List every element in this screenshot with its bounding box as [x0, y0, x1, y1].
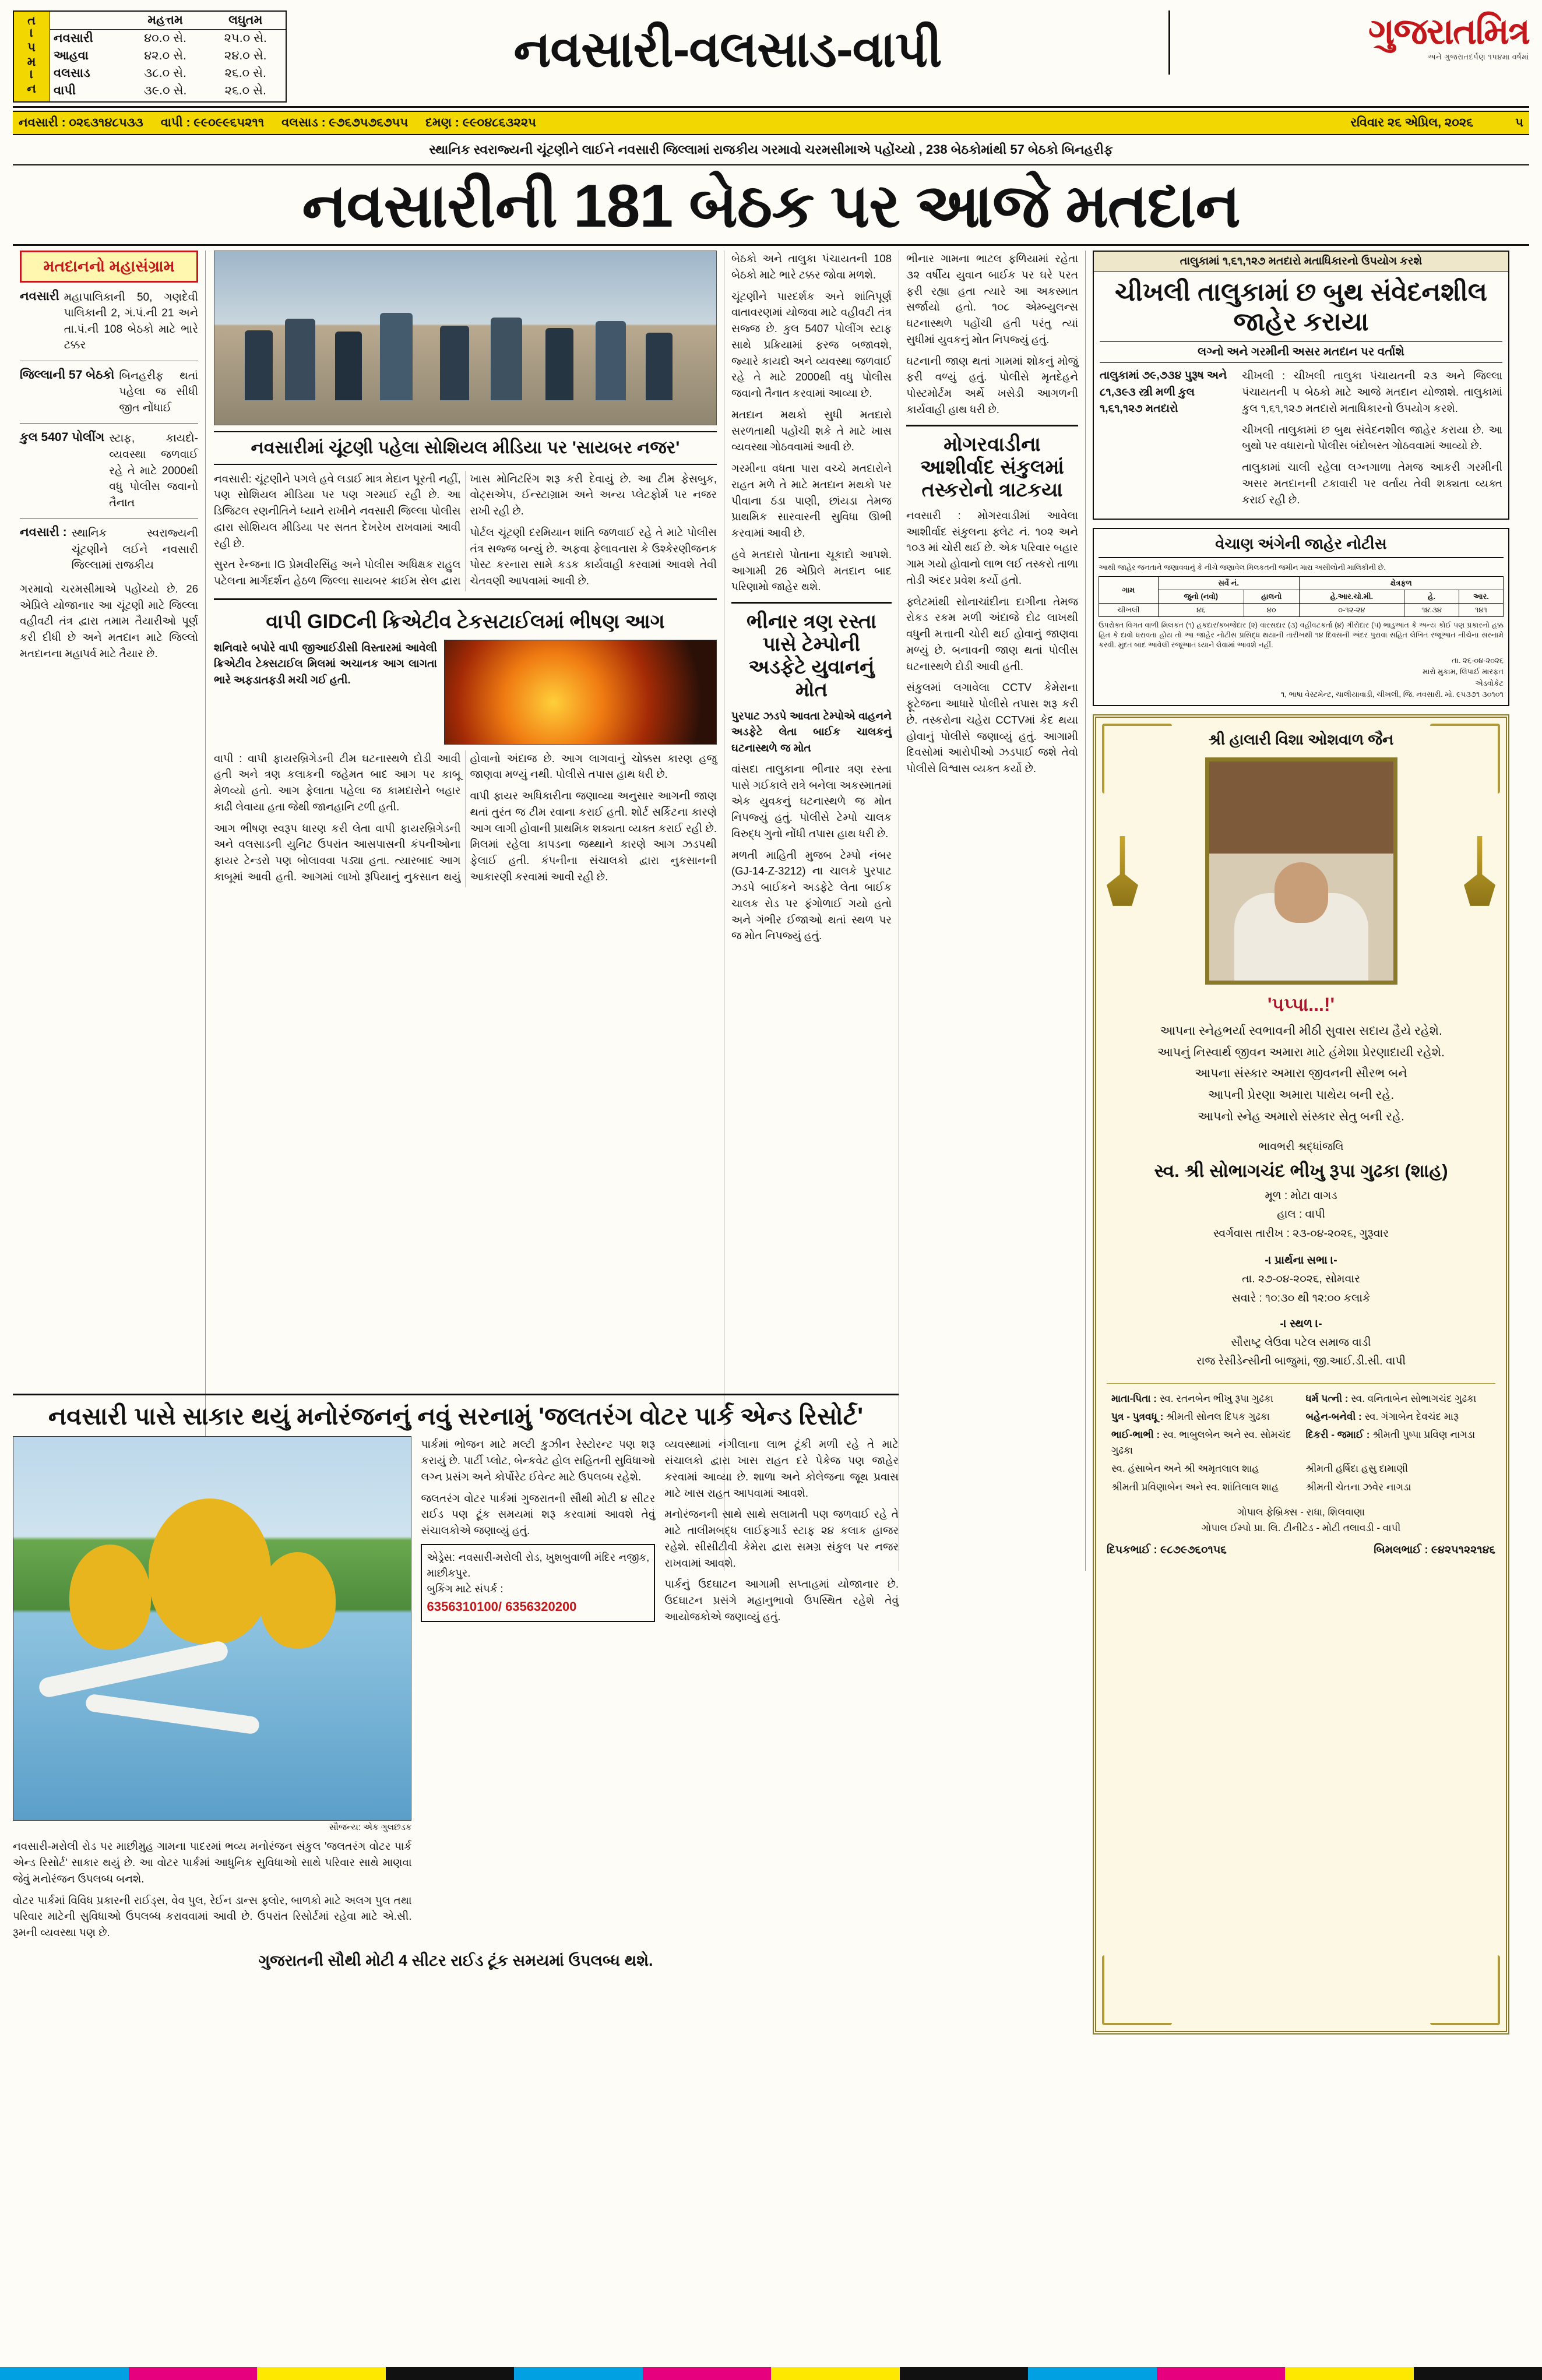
notice-body: ઉપરોક્ત વિગત વાળી મિલકત (૧) હકદાર/કબજેદાર (૨) વારસદાર (૩) વહીવટકર્તા (૪) ગીરોદાર (૫) ભાડુઆત કે અન્ય કોઈ પણ પ્રકારનો હક્ક હિત કે દાવો ધરાવતા હોય તો આ જાહેર નોટીસ પ્રસિદ્ધ થયાની તારીખથી ૧૪ દિવસની અંદર પુરાવા સહિત લેખિત રજૂઆત નીચેના સરનામે કરવી. મુદત બાદ આવેલી રજૂઆત ધ્યાને લેવામાં આવશે નહીં.	[1099, 621, 1504, 649]
election-jump-text: બેઠકો અને તાલુકા પંચાયતની 108 બેઠકો માટે ભારે ટક્કર જોવા મળશે. ચૂંટણીને પારદર્શક અને શાંતિપૂર્ણ વાતાવરણમાં યોજવા માટે વહીવટી તંત્ર સજ્જ છે. કુલ 5407 પોલીંગ સ્ટાફ સાથે પ્રક્રિયામાં ફરજ બજાવશે, જ્યારે કાયદો અને વ્યવસ્થા જળવાઈ રહે તે માટે 2000થી વધુ પોલીસ જવાનો તૈનાત કરવામાં આવ્યા છે. મતદાન મથકો સુધી મતદારો સરળતાથી પહોંચી શકે તે માટે ખાસ વ્યવસ્થા ગોઠવવામાં આવી છે. ગરમીના વધતા પારા વચ્ચે મતદારોને રાહત મળે તે માટે મતદાન મથકો પર પીવાના ઠંડા પાણી, છાંયડા તેમજ પ્રાથમિક સારવારની સુવિધા ઊભી કરવામાં આવી છે. હવે મતદારો પોતાના ચૂકાદો આપશે. આગામી 26 એપ્રિલે મતદાન બાદ પરિણામો જાહેર થશે.	[731, 252, 892, 593]
mogarwadi-body: નવસારી : મોગરવાડીમાં આવેલા આશીર્વાદ સંકુલના ફ્લેટ નં. ૧૦૨ અને ૧૦૩ માં ચોરી થઈ છે. એક પરિવાર બહાર ગામ ગયો હોવાનો લાભ લઈ તસ્કરો તાળા તોડી અંદર પ્રવેશ કર્યો હતો. ફ્લેટમાંથી સોનાચાંદીના દાગીના તેમજ રોકડ રકમ મળી અંદાજે દોઢ લાખથી વધુની મત્તાની ચોરી થઈ હોવાનું જાણવા મળ્યું છે. બનાવની જાણ થતાં પોલીસ ઘટનાસ્થળે દોડી આવી હતી. સંકુલમાં લગાવેલા CCTV કેમેરાના ફૂટેજના આધારે પોલીસે તપાસ શરૂ કરી છે. તસ્કરોના ચહેરા CCTVમાં કેદ થયા હોવાનું પોલીસે જણાવ્યું હતું. આગામી દિવસોમાં આરોપીઓ ઝડપાઈ જશે તેવો પોલીસે વિશ્વાસ વ્યક્ત કર્યો છે.	[906, 509, 1078, 775]
list-item: બહેન-બનેવી : સ્વ. ગંગાબેન દેવચંદ મારૂ	[1305, 1411, 1459, 1422]
obituary-name: સ્વ. શ્રી સોભાગચંદ ભીખુ રૂપા ગુઢકા (શાહ)	[1154, 1161, 1448, 1182]
chikhli-headline: ચીખલી તાલુકામાં છ બુથ સંવેદનશીલ જાહેર કરાયા	[1115, 278, 1487, 336]
list-item: માતા-પિતા : સ્વ. રતનબેન ભીખુ રૂપા ગુઢકા	[1111, 1392, 1274, 1404]
obituary-salutation: 'પપ્પા...!'	[1267, 993, 1335, 1015]
list-item: શ્રીમતી હર્ષિદા હસુ દામાણી	[1305, 1463, 1408, 1475]
cyber-story-body: નવસારી: ચૂંટણીને પગલે હવે લડાઈ માત્ર મેદાન પૂરતી નહીં, પણ સોશિયલ મીડિયા પર પણ ગરમાઈ રહી છે. આ ડિજિટલ રણનીતિને ધ્યાને રાખીને નવસારી જિલ્લા પોલીસ દ્વારા સોશિયલ મીડિયા પર સતત દેખરેખ રાખવામાં આવી રહી છે. સુરત રેન્જના IG પ્રેમવીરસિંહ અને પોલીસ અધિક્ષક રાહુલ પટેલના માર્ગદર્શન હેઠળ જિલ્લા સાયબર ક્રાઈમ સેલ દ્વારા ખાસ મોનિટરિંગ શરૂ કરી દેવાયું છે. આ ટીમ ફેસબુક, વોટ્સએપ, ઈન્સ્ટાગ્રામ અને અન્ય પ્લેટફોર્મ પર નજર રાખી રહી છે. પોર્ટલ ચૂંટણી દરમિયાન શાંતિ જળવાઈ રહે તે માટે પોલીસ તંત્ર સજ્જ બન્યું છે. અફવા ફેલાવનારા કે ઉશ્કેરણીજનક પોસ્ટ કરનારા સામે કડક કાર્યવાહી કરવામાં આવશે તેવી ચેતવણી આપવામાં આવી છે.	[214, 472, 717, 587]
obituary-tribute-label: ભાવભરી શ્રદ્ધાંજલિ	[1258, 1140, 1344, 1153]
venue-label: -। સ્થળ ।-	[1280, 1317, 1322, 1330]
column-right	[1085, 251, 1516, 1571]
fire-photo	[444, 640, 717, 745]
lamp-icon	[1464, 836, 1495, 906]
list-item: ધર્મ પત્ની : સ્વ. વનિતાબેન સોભાગચંદ ગુઢકા	[1305, 1392, 1477, 1404]
phone-left: દિપકભાઈ : ૯૮૭૯૭૬૦૧૫૬	[1107, 1544, 1227, 1557]
obituary-phones	[1107, 1544, 1495, 1557]
public-notice	[1093, 528, 1509, 706]
color-registration-strip	[0, 2367, 1542, 2380]
page-number: ૫	[1515, 116, 1523, 129]
table-row: આહવા ૪૨.૦ સે. ૨૪.૦ સે.	[54, 49, 267, 62]
chikhli-lead-label: તાલુકામાં ૭૯,૭૩૪ પુરૂષ અને ૮૧,૩૯૩ સ્ત્રી મળી કુલ ૧,૬૧,૧૨૭ મતદારો	[1100, 369, 1227, 415]
status-badge: મતદાનનો મહાસંગ્રામ	[20, 251, 198, 282]
waterpark-headline: નવસારી પાસે સાકાર થયું મનોરંજનનું નવું સરનામું 'જલતરંગ વોટર પાર્ક એન્ડ રિસોર્ટ'	[48, 1402, 864, 1430]
table-row: ચીખલી ૪૬ ૪૦ ૦-૧૨-૨૪ ૧૪.૩૪ ૧૪૧	[1099, 604, 1504, 617]
list-item: શ્રીમતી ચેતના ઝવેર નાગડા	[1305, 1481, 1411, 1493]
vapi-fire-body: વાપી : વાપી ફાયરબ્રિગેડની ટીમ ઘટનાસ્થળે દોડી આવી હતી અને ત્રણ કલાકની જહેમત બાદ આગ પર કાબૂ મેળવ્યો હતો. આગ ફેલાતા પહેલા જ કામદારોને બહાર કાઢી લેવાયા હતા જેથી જાનહાનિ ટળી હતી. આગ ભીષણ સ્વરૂપ ધારણ કરી લેતા વાપી ફાયરબ્રિગેડની અને વલસાડની યુનિટ ઉપરાંત આસપાસની કંપનીઓના ફાયર ટેન્ડરો પણ બોલાવવા પડ્યા હતા. ત્યારબાદ આગ કાબૂમાં આવી હતી. આગમાં લાખો રૂપિયાનું નુકસાન થયું હોવાનો અંદાજ છે. આગ લાગવાનું ચોક્કસ કારણ હજુ જાણવા મળ્યું નથી. પોલીસે તપાસ હાથ ધરી છે. વાપી ફાયર અધિકારીના જણાવ્યા અનુસાર આગની જાણ થતાં તુરંત જ ટીમ રવાના કરાઈ હતી. શોર્ટ સર્કિટના કારણે આગ લાગી હોવાની પ્રાથમિક શક્યતા વ્યક્ત કરાઈ રહી છે. મિલમાં રહેલા કાપડના જથ્થાને કારણે આગ ઝડપથી ફેલાઈ હતી. કંપનીના સંચાલકો દ્વારા નુકસાનની આકારણી કરવામાં આવી રહી છે.	[214, 752, 717, 883]
chikhli-story: તાલુકામાં ૧,૬૧,૧૨૭ મતદારો મતાધિકારનો ઉપયોગ કરશે ચીખલી તાલુકામાં છ બુથ સંવેદનશીલ જાહેર કરાયા લગ્નો અને ગરમીની અસર મતદાન પર વર્તાશે તાલુકામાં ૭૯,૭૩૪ પુરૂષ અને ૮૧,૩૯૩ સ્ત્રી મળી કુલ ૧,૬૧,૧૨૭ મતદારો ચીખલી : ચીખલી તાલુકા પંચાયતની ૨૩ અને જિલ્લા પંચાયતની ૫ બેઠકો માટે આજે મતદાન યોજાશે. તાલુકામાં કુલ ૧,૬૧,૧૨૭ મતદારો મતાધિકારનો ઉપયોગ કરશે. ચીખલી તાલુકામાં છ બુથ સંવેદનશીલ જાહેર કરાયા છે. આ બુથો પર વધારાનો પોલીસ બંદોબસ્ત ગોઠવવામાં આવ્યો છે. તાલુકામાં ચાલી રહેલા લગ્નગાળા તેમજ આકરી ગરમીની અસર મતદાનની ટકાવારી પર વર્તાય તેવી શક્યતા વ્યક્ત કરાઈ રહી છે.	[1093, 251, 1509, 520]
column-photo-cyber	[205, 251, 724, 1571]
phone-daman: દમણ : ૯૯૦૪૮૬૩૨૨૫	[425, 116, 536, 129]
waterpark-section: નવસારી પાસે સાકાર થયું મનોરંજનનું નવું સરનામું 'જલતરંગ વોટર પાર્ક એન્ડ રિસોર્ટ' સૌજન્ય: એક ગુલછડક નવસારી-મરોલી રોડ પર માછીમુહ ગામના પાદરમાં ભવ્ય મનોરંજન સંકુલ 'જલતરંગ વોટર પાર્ક એન્ડ રિસોર્ટ' સાકાર થયું છે. આ વોટર પાર્કમાં આધુનિક સુવિધાઓ સાથે પરિવાર સાથે માણવા જેવું મનોરંજન ઉપલબ્ધ બનશે. વોટર પાર્કમાં વિવિધ પ્રકારની રાઈડ્સ, વેવ પુલ, રેઈન ડાન્સ ફ્લોર, બાળકો માટે અલગ પુલ તથા પરિવાર માટેની સુવિધાઓ ઉપલબ્ધ કરાવવામાં આવી છે. ઉપરાંત રિસોર્ટમાં રહેવા માટે એ.સી. રૂમની વ્યવસ્થા પણ છે. પાર્કમાં ભોજન માટે મલ્ટી કુઝીન રેસ્ટોરન્ટ પણ શરૂ કરાયું છે. પાર્ટી પ્લોટ, બેન્કવેટ હોલ સહિતની સુવિધાઓ લગ્ન પ્રસંગ અને કોર્પોરેટ ઈવેન્ટ માટે ઉપલબ્ધ રહેશે. જલતરંગ વોટર પાર્કમાં ગુજરાતની સૌથી મોટી ૪ સીટર રાઈડ પણ ટૂંક સમયમાં શરૂ કરવામાં આવશે તેવું સંચાલકોએ જણાવ્યું હતું. એડ્રેસ: નવસારી-મરોલી રોડ, ખુશબુવાળી મંદિર નજીક, માછીકપુર. બુકિંગ માટે સંપર્ક : 6356310100/ 6356320200 વ્યવસ્થામાં નંગીલાના લાભ ટૂંકી મળી રહે તે માટે સંચાલકો દ્વારા ખાસ રાહત દરે પેકેજ પણ જાહેર કરવામાં આવ્યા છે. શાળા અને કોલેજના જૂથ પ્રવાસ માટે ખાસ રાહત આપવામાં આવશે. મનોરંજનની સાથે સાથે સલામતી પણ જળવાઈ રહે તે માટે તાલીમબદ્ધ લાઈફગાર્ડ સ્ટાફ ૨૪ કલાક હાજર રહેશે. સીસીટીવી કેમેરા દ્વારા સમગ્ર સંકુલ પર નજર રાખવામાં આવશે. પાર્કનું ઉદઘાટન આગામી સપ્તાહમાં યોજાનાર છે. ઉદઘાટન પ્રસંગે મહાનુભાવો ઉપસ્થિત રહેશે તેવું આયોજકોએ જણાવ્યું હતું. ગુજરાતની સૌથી મોટી 4 સીટર રાઈડ ટૂંક સમયમાં ઉપલબ્ધ થશે.	[13, 1387, 899, 1988]
left-rail-continuation: ગરમાવો ચરમસીમાએ પહોંચ્યો છે. 26 એપ્રિલે યોજાનાર આ ચૂંટણી માટે જિલ્લા વહીવટી તંત્ર દ્વારા તમામ તૈયારીઓ પૂર્ણ કરી દીધી છે અને મતદાન માટે જિલ્લો મતદાનના મહાપર્વ માટે તૈયાર છે.	[20, 582, 198, 660]
temp-col-min: લઘુતમ	[206, 12, 286, 30]
main-content	[13, 251, 1529, 1571]
brand-tagline: અને ગુજરાતદર્પણ ૧૫૪મા વર્ષમાં	[1427, 52, 1529, 61]
phone-vapi: વાપી : ૯૯૦૯૯૬૫૨૧૧	[160, 116, 265, 129]
mogarwadi-headline: મોગરવાડીના આશીર્વાદ સંકુલમાં તસ્કરોનો ત્રાટકયા	[920, 433, 1064, 501]
temperature-box	[13, 10, 287, 103]
obituary-community: શ્રી હાલારી વિશા ઓશવાળ જૈન	[1208, 730, 1394, 748]
bhinar-headline: ભીનાર ત્રણ રસ્તા પાસે ટેમ્પોની અડફેટે યુવાનનું મોત	[747, 611, 876, 701]
list-item: નવસારી મહાપાલિકાની 50, ગણદેવી પાલિકાની 2, ગં.પં.ની 21 અને તા.પં.ની 108 બેઠકો માટે ભારે ટક્કર	[20, 289, 198, 352]
phone-navsari: નવસારી : ૦૨૬૩૧૪૮૫૩૩	[19, 116, 143, 129]
waterpark-bottom-note: ગુજરાતની સૌથી મોટી 4 સીટર રાઈડ ટૂંક સમયમાં ઉપલબ્ધ થશે.	[258, 1951, 653, 1969]
vapi-fire-headline: વાપી GIDCની ક્રિએટીવ ટેકસટાઈલમાં ભીષણ આગ	[266, 611, 665, 633]
main-headline: નવસારીની 181 બેઠક પર આજે મતદાન	[13, 165, 1529, 246]
obituary-meta: મૂળ : મોટા વાગડ હાલ : વાપી સ્વર્ગવાસ તારીખ : ૨૩-૦૪-૨૦૨૬, ગુરૂવાર	[1213, 1190, 1389, 1240]
prayer-meeting-label: -। પ્રાર્થના સભા ।-	[1265, 1254, 1337, 1267]
portrait-photo	[1205, 757, 1397, 985]
phone-right: બિમલભાઈ : ૯૪૨૫૧૨૨૧૪૬	[1374, 1544, 1495, 1557]
list-item: સ્વ. હંસાબેન અને શ્રી અમૃતલાલ શાહ	[1111, 1463, 1259, 1475]
edition-title	[287, 10, 1170, 75]
list-item: પુત્ર - પુત્રવધૂ : શ્રીમતી સોનલ દિપક ગુઢકા	[1111, 1411, 1270, 1422]
obituary-ad: શ્રી હાલારી વિશા ઓશવાળ જૈન 'પપ્પા...!' આપના સ્નેહભર્યા સ્વભાવની મીઠી સુવાસ સદાય હૈયે રહેશે. આપનું નિસ્વાર્થ જીવન અમારા માટે હંમેશા પ્રેરણાદાયી રહેશે. આપના સંસ્કાર અમારા જીવનની સૌરભ બને આપની પ્રેરણા અમારા પાથેય બની રહે. આપનો સ્નેહ અમારો સંસ્કાર સેતુ બની રહે. ભાવભરી શ્રદ્ધાંજલિ સ્વ. શ્રી સોભાગચંદ ભીખુ રૂપા ગુઢકા (શાહ) મૂળ : મોટા વાગડ હાલ : વાપી સ્વર્ગવાસ તારીખ : ૨૩-૦૪-૨૦૨૬, ગુરૂવાર -। પ્રાર્થના સભા ।- તા. ૨૭-૦૪-૨૦૨૬, સોમવાર સવારે : ૧૦:૩૦ થી ૧૨:૦૦ કલાકે -। સ્થળ ।- સૌરાષ્ટ્ર લેઉવા પટેલ સમાજ વાડી રાજ રેસીડેન્સીની બાજુમાં, જી.આઈ.ડી.સી. વાપી માતા-પિતા : સ્વ. રતનબેન ભીખુ રૂપા ગુઢકા ધર્મ પત્ની : સ્વ. વનિતાબેન સોભાગચંદ ગુઢકા પુત્ર - પુત્રવધૂ : શ્રીમતી સોનલ દિપક ગુઢકા બહેન-બનેવી : સ્વ. ગંગાબેન દેવચંદ મારૂ ભાઈ-ભાભી : સ્વ. ભાબુલબેન અને સ્વ. સોમચંદ ગુઢકા દિકરી - જમાઈ : શ્રીમતી પુષ્પા પ્રવિણ નાગડા સ્વ. હંસાબેન અને શ્રી અમૃતલાલ શાહ શ્રીમતી હર્ષિદા હસુ દામાણી શ્રીમતી પ્રવિણાબેન અને સ્વ. શાંતિલાલ શાહ શ્રીમતી ચેતના ઝવેર નાગડા ગોપાલ ફેબ્રિક્સ - રાધા, શિલવાણા ગોપાલ ઈમ્પો પ્રા. લિ. ટીનીટેડ - મોટી તલાવડી - વાપી દિપકભાઈ : ૯૮૭૯૭૬૦૧૫૬ બિમલભાઈ : ૯૪૨૫૧૨૨૧૪૬	[1093, 714, 1509, 2035]
list-item: જિલ્લાની 57 બેઠકો બિનહરીફ થતાં પહેલા જ સીધી જીત નોંધાઈ	[20, 368, 198, 414]
brand-name: ગુજરાતમિત્ર	[1368, 12, 1529, 52]
notice-intro: આથી જાહેર જનતાને જણાવવાનું કે નીચે જણાવેલ મિલકતની જમીન મારા અસીલોની માલિકીની છે.	[1099, 563, 1386, 572]
obituary-verse: આપના સ્નેહભર્યા સ્વભાવની મીઠી સુવાસ સદાય હૈયે રહેશે. આપનું નિસ્વાર્થ જીવન અમારા માટે હંમેશા પ્રેરણાદાયી રહેશે. આપના સંસ્કાર અમારા જીવનની સૌરભ બને આપની પ્રેરણા અમારા પાથેય બની રહે. આપનો સ્નેહ અમારો સંસ્કાર સેતુ બની રહે.	[1157, 1024, 1445, 1123]
polling-photo	[214, 251, 717, 425]
phone-valsad: વલસાડ : ૯૭૬૭૫૭૬૭૫૫	[281, 116, 409, 129]
photo-credit: સૌજન્ય: એક ગુલછડક	[329, 1822, 412, 1833]
list-item: ભાઈ-ભાભી : સ્વ. ભાબુલબેન અને સ્વ. સોમચંદ ગુઢકા	[1111, 1429, 1291, 1457]
chikhli-band: તાલુકામાં ૧,૬૧,૧૨૭ મતદારો મતાધિકારનો ઉપયોગ કરશે	[1094, 252, 1508, 272]
lamp-icon	[1107, 836, 1138, 906]
chikhli-subhead: લગ્નો અને ગરમીની અસર મતદાન પર વર્તાશે	[1100, 341, 1502, 363]
contact-bar	[13, 111, 1529, 135]
obituary-address: ગોપાલ ફેબ્રિક્સ - રાધા, શિલવાણા ગોપાલ ઈમ્પો પ્રા. લિ. ટીનીટેડ - મોટી તલાવડી - વાપી	[1201, 1506, 1401, 1533]
list-item: દિકરી - જમાઈ : શ્રીમતી પુષ્પા પ્રવિણ નાગડા	[1305, 1429, 1476, 1441]
temp-col-max: મહત્તમ	[125, 12, 206, 30]
notice-table: ગામ સર્વે નં. ક્ષેત્રફળ જુનો (નવો) હાલનો હે.આર.ચો.મી. હે. આર. ચીખલી ૪૬ ૪૦ ૦-૧૨-૨૪ ૧૪.૩૪ ૧૪૧	[1099, 576, 1504, 617]
waterpark-photo	[13, 1436, 411, 1821]
bhinar-body-cont: ભીનાર ગામના ભાટલ ફળિયામાં રહેતા ૩૨ વર્ષીય યુવાન બાઈક પર ઘરે પરત ફરી રહ્યા હતા ત્યારે આ અકસ્માત સર્જાયો હતો. ૧૦૮ એમ્બ્યુલન્સ ઘટનાસ્થળે પહોંચી હતી પરંતુ ત્યાં સુધીમાં યુવકનું મોત નિપજ્યું હતું. ઘટનાની જાણ થતાં ગામમાં શોકનું મોજું ફરી વળ્યું હતું. પોલીસે મૃતદેહને પોસ્ટમોર્ટમ અર્થે ખસેડી આગળની કાર્યવાહી હાથ ધરી છે.	[906, 252, 1078, 415]
list-item: શ્રીમતી પ્રવિણાબેન અને સ્વ. શાંતિલાલ શાહ	[1111, 1481, 1279, 1493]
waterpark-phone[interactable]: 6356310100/ 6356320200	[427, 1599, 577, 1614]
column-left	[13, 251, 205, 1571]
page-title: નવસારી-વલસાડ-વાપી	[513, 22, 942, 77]
column-bhinar-cont	[899, 251, 1085, 1571]
list-item: નવસારી : સ્થાનિક સ્વરાજ્યની ચૂંટણીને લઈને નવસારી જિલ્લામાં રાજકીય	[20, 526, 198, 572]
notice-title: વેચાણ અંગેની જાહેર નોટીસ	[1099, 535, 1504, 558]
publication-date: રવિવાર ૨૬ એપ્રિલ, ૨૦૨૬	[1350, 116, 1473, 129]
lead-strapline: સ્થાનિક સ્વરાજ્યની ચૂંટણીને લાઈને નવસારી જિલ્લામાં રાજકીય ગરમાવો ચરમસીમાએ પહોંચ્યો , 238 બેઠકોમાંથી 57 બેઠકો બિનહરીફ	[13, 135, 1529, 165]
temp-col-city	[50, 12, 125, 30]
temperature-label: તાપમાન	[14, 12, 50, 101]
notice-signature: તા. ૨૬-૦૪-૨૦૨૬ મારો મુકામ, લિપાઈ મારફત એડવોકેટ ૧, ભાષા વેસ્ટમેન્ટ, ચાલીયાવાડી, ચીખલી, જિ. નવસારી. મો. ૯૫૩૭૧ ૩૦૧૦૧	[1281, 655, 1504, 699]
vapi-fire-lead: શનિવારે બપોરે વાપી જીઆઈડીસી વિસ્તારમાં આવેલી ક્રિએટીવ ટેક્સટાઈલ મિલમાં અચાનક આગ લાગતા ભારે અફડાતફડી મચી ગઈ હતી.	[214, 641, 437, 686]
list-item: કુલ 5407 પોલીંગ સ્ટાફ, કાયદો-વ્યવસ્થા જળવાઈ રહે તે માટે 2000થી વધુ પોલીસ જવાનો તૈનાત	[20, 431, 198, 509]
masthead	[13, 10, 1529, 108]
table-row: નવસારી ૪૦.૦ સે. ૨૫.૦ સે.	[54, 31, 267, 45]
waterpark-contact: એડ્રેસ: નવસારી-મરોલી રોડ, ખુશબુવાળી મંદિર નજીક, માછીકપુર. બુકિંગ માટે સંપર્ક : 6356310100/ 6356320200	[421, 1544, 655, 1622]
column-jump	[724, 251, 899, 1571]
obituary-relations	[1107, 1383, 1495, 1496]
bhinar-lead: પુરપાટ ઝડપે આવતા ટેમ્પોએ વાહનને અડફેટે લેતા બાઈક ચાલકનું ઘટનાસ્થળે જ મોત	[731, 709, 892, 754]
brand-logo	[1180, 10, 1529, 62]
table-row: વલસાડ ૩૮.૦ સે. ૨૬.૦ સે.	[54, 66, 266, 80]
cyber-story-headline: નવસારીમાં ચૂંટણી પહેલા સોશિયલ મીડિયા પર 'સાયબર નજર'	[214, 431, 717, 465]
table-row: વાપી ૩૯.૦ સે. ૨૬.૦ સે.	[54, 84, 266, 97]
bhinar-body: વાંસદા તાલુકાના ભીનાર ત્રણ રસ્તા પાસે ગઈકાલે રાત્રે બનેલા અકસ્માતમાં એક યુવકનું ઘટનાસ્થળે જ મોત નિપજ્યું હતું. પોલીસે ટેમ્પો ચાલક વિરુદ્ધ ગુનો નોંધી તપાસ હાથ ધરી છે. મળતી માહિતી મુજબ ટેમ્પો નંબર (GJ-14-Z-3212) ના ચાલકે પુરપાટ ઝડપે બાઈકને અડફેટે લેતા બાઈક ચાલક રોડ પર ફંગોળાઈ ગયો હતો અને ગંભીર ઈજાઓ થતાં સ્થળ પર જ મોત નિપજ્યું હતું.	[731, 762, 892, 942]
